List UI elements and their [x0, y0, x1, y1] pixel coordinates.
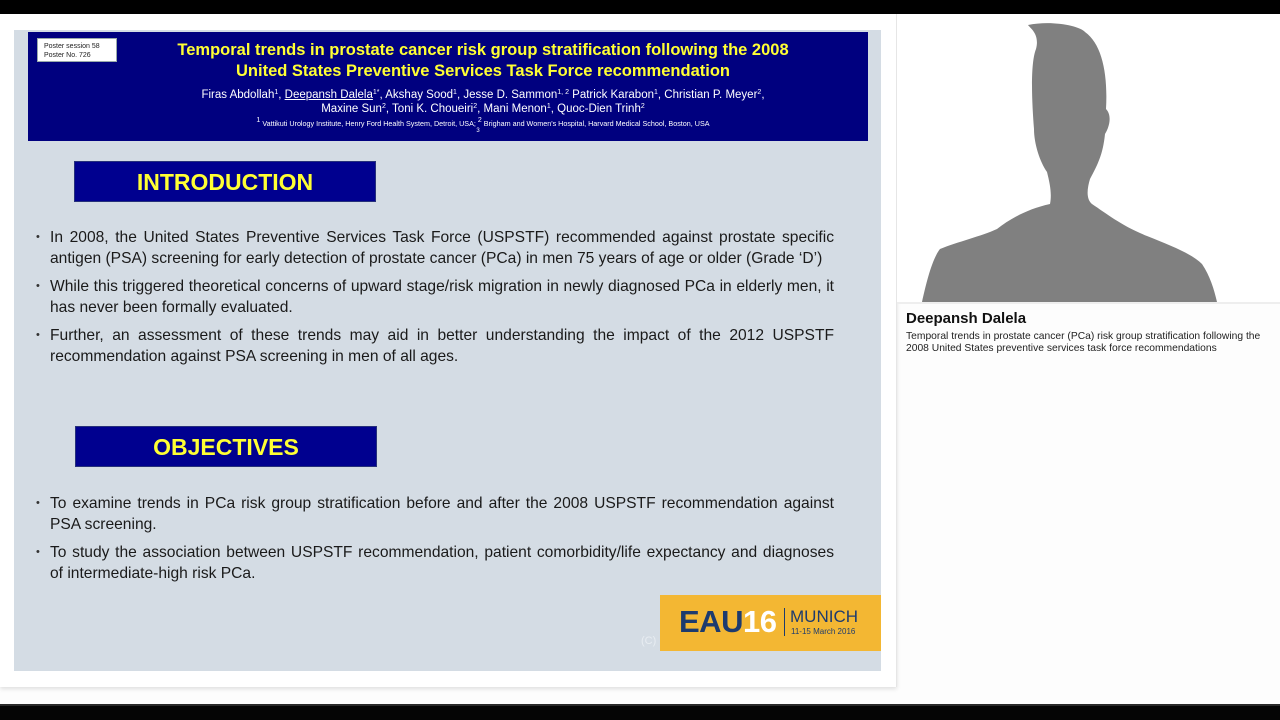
introduction-heading: INTRODUCTION: [74, 161, 376, 202]
affiliation-1: Vattikuti Urology Institute, Henry Ford Health System, Detroit, USA;: [260, 119, 478, 128]
person-silhouette-icon: [897, 14, 1280, 302]
author-affiliation-sup: 1: [546, 103, 551, 110]
affiliation-2-sup: 2: [477, 117, 482, 124]
top-letterbox-bar: [0, 0, 1280, 14]
poster-title-line-2: United States Preventive Services Task Force recommendation: [236, 62, 730, 80]
author-name: Christian P. Meyer: [664, 89, 758, 101]
speaker-divider: [897, 302, 1280, 304]
eau-year: 16: [742, 604, 777, 639]
author-name: Akshay Sood: [385, 89, 454, 101]
speaker-name: Deepansh Dalela: [906, 310, 1027, 327]
eau-text: EAU: [679, 604, 743, 639]
poster-session-label: [37, 38, 117, 62]
affiliation-3-sup: 3: [476, 128, 480, 134]
author-affiliation-sup: 1: [654, 89, 658, 96]
slide-viewer: [0, 14, 897, 687]
objectives-bullet: • To study the association between USPSTF recommendation, patient comorbidity/life expectancy and diagnoses of intermediate-high risk PCa.: [36, 542, 834, 584]
logo-city: MUNICH: [790, 607, 858, 626]
speaker-video: [897, 14, 1280, 302]
author-affiliation-sup: 1: [453, 89, 457, 96]
author-name: Maxine Sun: [321, 103, 382, 115]
poster-title-line-1: Temporal trends in prostate cancer risk group stratification following the 2008: [177, 41, 789, 59]
author-name: Jesse D. Sammon: [463, 89, 558, 101]
introduction-bullet: • In 2008, the United States Preventive Services Task Force (USPSTF) recommended against prostate specific antigen (PSA) screening for early detection of prostate cancer (PCa) in men 75 years of age or older (Grade ‘D’): [36, 227, 834, 269]
author-affiliation-sup: 2: [640, 103, 645, 110]
author-affiliation-sup: 1: [274, 89, 279, 96]
author-name: Quoc-Dien Trinh: [557, 103, 641, 115]
author-affiliation-sup: 2: [381, 103, 386, 110]
author-affiliation-sup: 1*: [372, 89, 380, 96]
introduction-bullet: • Further, an assessment of these trends may aid in better understanding the impact of the 2012 USPSTF recommendation against PSA screening in men of all ages.: [36, 325, 834, 367]
poster-number-text: Poster No. 726: [44, 52, 91, 59]
author-affiliation-sup: 2: [473, 103, 478, 110]
author-affiliation-sup: 1, 2: [557, 89, 569, 96]
eau16-logo: [660, 595, 881, 651]
author-name: Mani Menon: [483, 103, 547, 115]
objectives-bullet: • To examine trends in PCa risk group stratification before and after the 2008 USPSTF recommendation against PSA screening.: [36, 493, 834, 535]
author-name: Deepansh Dalela: [284, 89, 373, 101]
poster-slide: [14, 30, 881, 671]
introduction-bullets: [36, 227, 834, 374]
eau-wordmark: [679, 604, 776, 640]
introduction-bullet: • While this triggered theoretical concerns of upward stage/risk migration in newly diagnosed PCa in elderly men, it has never been formally evaluated.: [36, 276, 834, 318]
poster-affiliations: [118, 117, 848, 134]
author-affiliation-sup: 2: [757, 89, 762, 96]
logo-divider: [784, 608, 785, 636]
poster-header-banner: [28, 32, 868, 141]
poster-authors: Firas Abdollah$^1$, Deepansh Dalela$^{1*}$, Akshay Sood$^1$, Jesse D. Sammon$^{1, 2}$ Patrick Karabon$^1$, Christian P. Meyer$^2$, Maxine Sun$^2$, Toni K. Choueiri$^2$, Mani Menon$^1$, Quoc-Dien Trinh$^2$: [201, 89, 765, 115]
author-name: Patrick Karabon: [572, 89, 654, 101]
copyright-mark: (C): [641, 635, 657, 647]
bottom-letterbox-bar: [0, 704, 1280, 720]
logo-dates: 11-15 March 2016: [791, 627, 856, 636]
speaker-talk-title: Temporal trends in prostate cancer (PCa) risk group stratification following the 2008 United States preventive services task force recommendations: [906, 331, 1261, 354]
objectives-bullets: [36, 493, 834, 591]
poster-session-text: Poster session 58: [44, 43, 100, 50]
author-name: Firas Abdollah: [201, 89, 275, 101]
affiliation-1-sup: 1: [256, 117, 261, 124]
author-name: Toni K. Choueiri: [392, 103, 474, 115]
poster-title: [118, 40, 848, 82]
objectives-heading: OBJECTIVES: [75, 426, 377, 467]
affiliation-2: Brigham and Women's Hospital, Harvard Medical School, Boston, USA: [481, 119, 710, 128]
